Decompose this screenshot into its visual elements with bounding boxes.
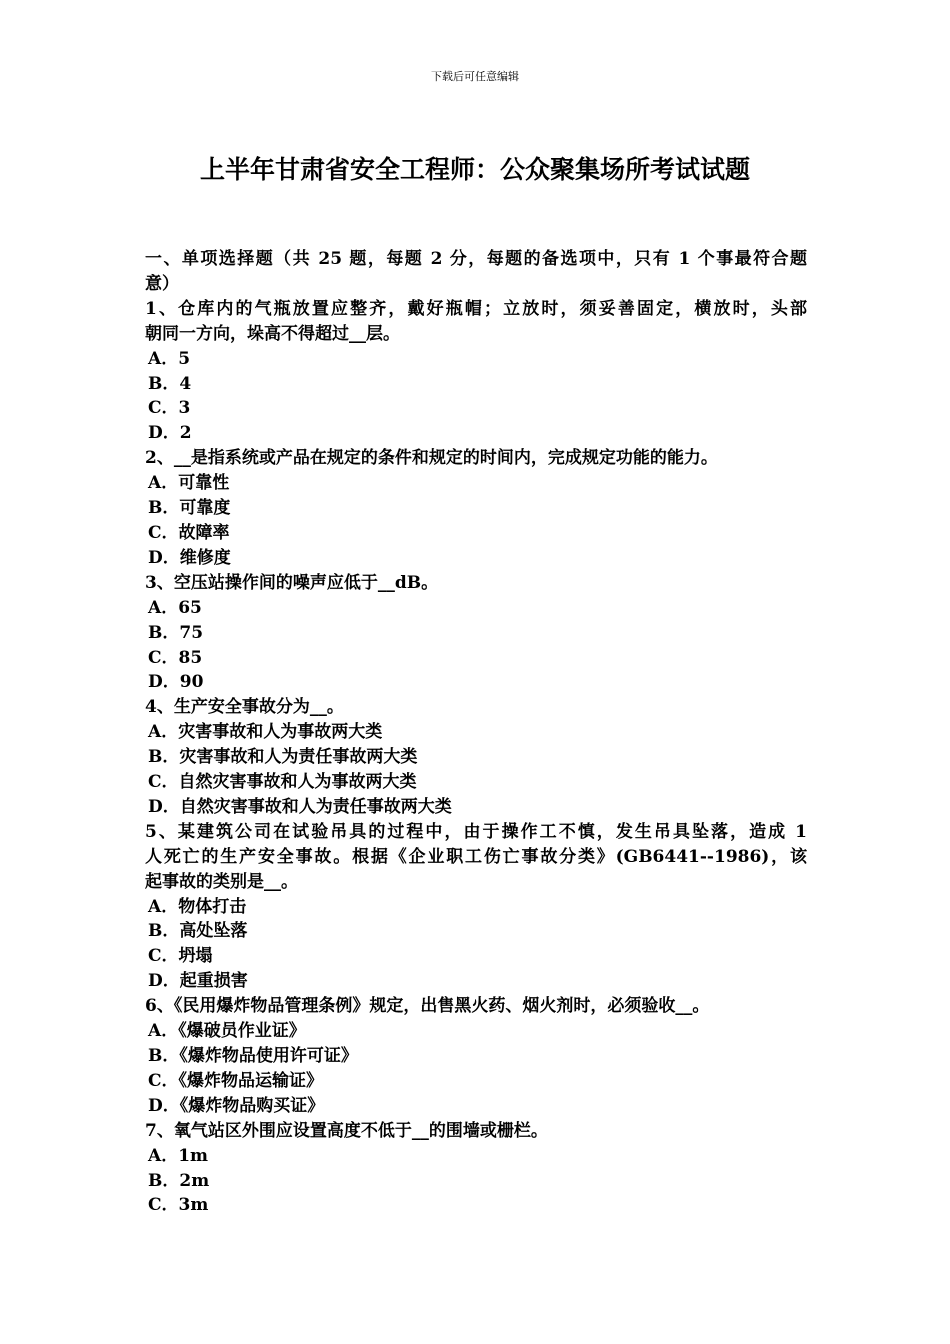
- question-7: [145, 1119, 807, 1219]
- option-d: D．维修度: [148, 547, 231, 568]
- option-b: B．4: [148, 373, 192, 394]
- question-3: [145, 571, 807, 696]
- option-a: A．5: [148, 348, 191, 369]
- question-2: [145, 446, 807, 571]
- option-a: A．《爆破员作业证》: [148, 1021, 306, 1042]
- option-a: A．灾害事故和人为事故两大类: [148, 722, 383, 743]
- question-text-line: 6、《民用爆炸物品管理条例》规定，出售黑火药、烟火剂时，必须验收__。: [145, 996, 710, 1017]
- option-c: C．自然灾害事故和人为事故两大类: [148, 772, 417, 793]
- option-d: D．自然灾害事故和人为责任事故两大类: [148, 796, 452, 817]
- question-text-line: 2、__是指系统或产品在规定的条件和规定的时间内，完成规定功能的能力。: [145, 448, 718, 469]
- option-d: D．《爆炸物品购买证》: [148, 1095, 325, 1116]
- option-a: A．65: [148, 597, 202, 618]
- question-text-line: 4、生产安全事故分为__。: [145, 697, 344, 718]
- document-title: 上半年甘肃省安全工程师：公众聚集场所考试试题: [199, 155, 750, 184]
- option-c: C．3m: [148, 1195, 209, 1216]
- header-note: 下载后可任意编辑: [431, 70, 519, 83]
- question-text-line: 朝同一方向，垛高不得超过__层。: [145, 323, 400, 344]
- section-heading-line-2: 意）: [145, 273, 179, 294]
- option-c: C．85: [148, 647, 203, 668]
- option-d: D．2: [148, 423, 192, 444]
- option-b: B．《爆炸物品使用许可证》: [148, 1046, 358, 1066]
- question-text-line: 7、氧气站区外围应设置高度不低于__的围墙或栅栏。: [145, 1120, 548, 1141]
- question-1: [145, 297, 807, 446]
- option-d: D．90: [148, 672, 204, 693]
- question-text-line: 3、空压站操作间的噪声应低于__dB。: [145, 572, 439, 593]
- option-c: C．坍塌: [148, 946, 213, 967]
- question-5: [145, 820, 807, 994]
- exam-content: [145, 247, 807, 1218]
- question-6: [145, 994, 807, 1119]
- question-4: [145, 695, 807, 820]
- option-a: A．物体打击: [148, 896, 247, 917]
- option-a: A．1m: [148, 1145, 209, 1166]
- option-b: B．75: [148, 622, 204, 643]
- option-b: B．灾害事故和人为责任事故两大类: [148, 747, 418, 768]
- question-text-line: 起事故的类别是__。: [145, 871, 298, 892]
- option-b: B．高处坠落: [148, 921, 248, 942]
- question-text-line: 人死亡的生产安全事故。根据《企业职工伤亡事故分类》(GB6441--1986)，该: [145, 846, 807, 867]
- section-heading-line-1: 一、单项选择题（共 25 题，每题 2 分，每题的备选项中，只有 1 个事最符合题: [145, 249, 807, 269]
- question-text-line: 1、仓库内的气瓶放置应整齐，戴好瓶帽；立放时，须妥善固定，横放时，头部: [145, 298, 807, 319]
- option-a: A．可靠性: [148, 473, 230, 494]
- option-c: C．3: [148, 398, 191, 419]
- question-text-line: 5、某建筑公司在试验吊具的过程中，由于操作工不慎，发生吊具坠落，造成 1: [145, 821, 807, 842]
- option-c: C．《爆炸物品运输证》: [148, 1070, 324, 1091]
- option-b: B．2m: [148, 1170, 210, 1191]
- option-d: D．起重损害: [148, 971, 248, 992]
- option-b: B．可靠度: [148, 498, 231, 519]
- option-c: C．故障率: [148, 522, 230, 543]
